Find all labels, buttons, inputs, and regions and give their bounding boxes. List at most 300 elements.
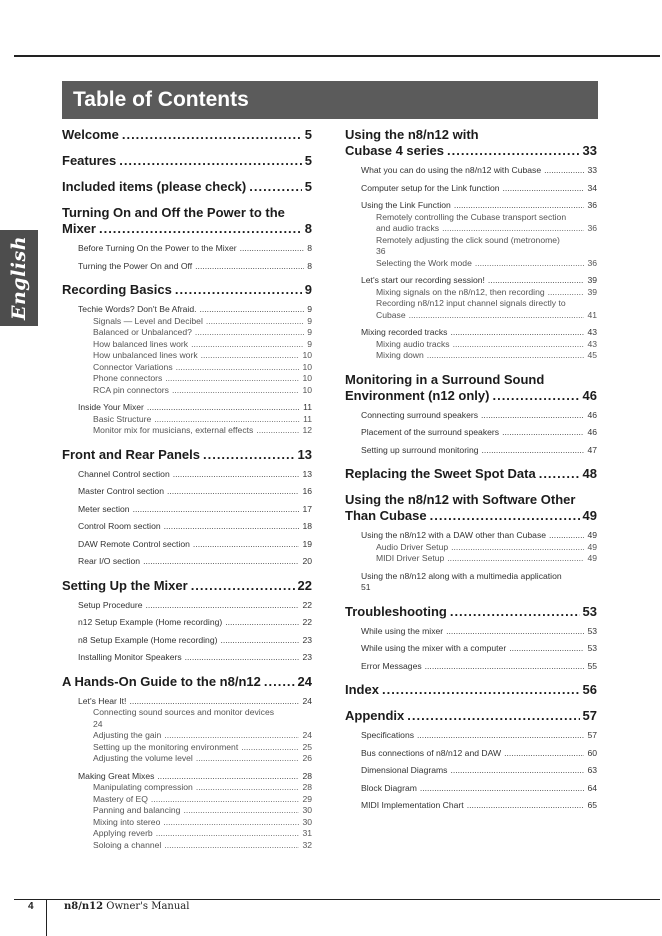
toc-page-number: 9 — [307, 338, 312, 349]
toc-entry-line — [62, 153, 312, 169]
toc-heading — [345, 604, 597, 620]
toc-leader-dots — [451, 542, 584, 554]
toc-entry-line — [78, 696, 312, 708]
toc-page-number: 13 — [297, 446, 312, 462]
toc-page-number: 22 — [297, 577, 312, 593]
toc-leader-dots — [163, 817, 299, 829]
toc-page-number: 49 — [587, 553, 597, 563]
toc-section — [345, 604, 597, 673]
toc-entry-text: Adjusting the volume level — [93, 753, 193, 763]
toc-leader-dots — [417, 730, 584, 742]
toc-leader-dots — [122, 127, 302, 143]
toc-leader-dots — [467, 800, 585, 812]
toc-page-number: 9 — [307, 304, 312, 314]
toc-page-number: 53 — [587, 625, 597, 636]
toc-subentry — [78, 539, 312, 551]
toc-entry-line — [345, 682, 597, 698]
toc-leader-dots — [167, 486, 299, 498]
toc-page-number: 10 — [302, 350, 312, 360]
toc-page-number: 33 — [582, 143, 597, 158]
toc-entry-line — [93, 362, 312, 374]
toc-entry-text: Master Control section — [78, 486, 164, 496]
toc-leader-dots — [143, 556, 299, 568]
toc-leader-dots — [195, 261, 304, 273]
toc-leader-dots — [193, 539, 300, 551]
toc-leader-dots — [133, 504, 300, 516]
toc-subentry — [361, 200, 597, 212]
toc-entry-text: Welcome — [62, 127, 119, 142]
toc-page-number: 29 — [302, 793, 312, 804]
toc-subentry — [361, 571, 597, 594]
toc-entry-line — [361, 800, 597, 812]
toc-entry-text: Balanced or Unbalanced? — [93, 327, 192, 337]
toc-leader-dots — [191, 339, 304, 351]
toc-entry-line — [78, 539, 312, 551]
toc-page-number: 34 — [587, 182, 597, 193]
toc-subentry — [361, 643, 597, 655]
toc-page-number: 53 — [582, 603, 597, 619]
toc-page-number: 26 — [302, 753, 312, 763]
toc-entry-text: Mixer — [62, 221, 96, 236]
toc-heading — [345, 492, 597, 524]
toc-page-number: 49 — [587, 530, 597, 540]
toc-leader-dots — [175, 282, 302, 298]
toc-page-number: 48 — [582, 466, 597, 481]
toc-entry-line — [93, 817, 312, 829]
toc-leader-dots — [173, 469, 300, 481]
toc-subentry — [78, 617, 312, 629]
toc-heading — [62, 153, 312, 169]
toc-leader-dots — [447, 553, 584, 565]
toc-entry-line — [93, 339, 312, 351]
toc-entry-text: While using the mixer — [361, 625, 444, 636]
toc-entry-line — [78, 243, 312, 255]
toc-leader-dots — [200, 304, 305, 316]
toc-entry-text: Setup Procedure — [78, 599, 143, 610]
toc-subsubentry — [93, 362, 312, 374]
toc-entry-text: Rear I/O section — [78, 556, 141, 566]
toc-entry-line — [62, 127, 312, 143]
toc-page-number: 60 — [587, 747, 597, 758]
toc-entry-line — [62, 447, 312, 463]
toc-entry-line — [78, 402, 312, 414]
toc-right-column — [345, 127, 597, 822]
toc-leader-dots — [240, 243, 305, 255]
toc-entry-line — [376, 310, 597, 322]
toc-entry-text: Soloing a channel — [93, 839, 162, 850]
toc-entry-text: Adjusting the gain — [93, 730, 162, 740]
top-rule — [14, 55, 660, 57]
toc-entry-line — [361, 275, 597, 287]
toc-page-number: 10 — [302, 384, 312, 395]
toc-page-number: 24 — [93, 718, 103, 729]
toc-entry-text: Front and Rear Panels — [62, 446, 200, 462]
toc-leader-dots — [129, 696, 299, 708]
toc-leader-dots — [264, 674, 295, 690]
toc-entry-line — [345, 604, 597, 620]
toc-entry-line — [361, 643, 597, 655]
toc-entry-text: Control Room section — [78, 521, 161, 531]
toc-entry-line — [62, 179, 312, 195]
toc-leader-dots — [164, 840, 299, 852]
toc-entry-line — [361, 165, 597, 177]
toc-entry-text: RCA pin connectors — [93, 384, 169, 395]
toc-subentry — [78, 652, 312, 664]
toc-section — [62, 447, 312, 568]
toc-entry-text: Audio Driver Setup — [376, 541, 449, 552]
toc-subsubentry — [93, 782, 312, 794]
toc-subsubentry — [93, 742, 312, 754]
toc-heading — [345, 682, 597, 698]
toc-page-number: 43 — [587, 338, 597, 349]
toc-entry-line — [376, 339, 597, 351]
toc-entry-line — [93, 840, 312, 852]
toc-entry-text: Setting up surround monitoring — [361, 444, 479, 455]
toc-heading-line: Turning On and Off the Power to the — [62, 205, 285, 220]
toc-page-number: 8 — [304, 221, 312, 236]
toc-entry-text: Specifications — [361, 730, 415, 740]
toc-entry-text: While using the mixer with a computer — [361, 643, 507, 653]
toc-entry-text: Included items (please check) — [62, 179, 247, 194]
toc-page-number: 5 — [304, 179, 312, 194]
toc-subentry — [78, 304, 312, 316]
toc-entry-text: Meter section — [78, 503, 130, 514]
toc-leader-dots — [450, 604, 580, 620]
footer-model: n8/n12 — [64, 901, 104, 912]
toc-entry-line — [93, 753, 312, 765]
toc-page-number: 9 — [307, 315, 312, 326]
toc-subentry — [78, 696, 312, 708]
toc-entry-text: Phone connectors — [93, 373, 163, 383]
toc-heading-line: Using the n8/n12 with Software Other — [345, 492, 576, 507]
toc-entry-text: Mixing down — [376, 350, 424, 360]
toc-subsubentry — [93, 414, 312, 426]
toc-page-number: 56 — [582, 682, 597, 697]
toc-entry-line — [78, 771, 312, 783]
toc-subsubentry — [93, 316, 312, 328]
toc-section — [62, 179, 312, 195]
toc-entry-text: Setting up the monitoring environment — [93, 741, 239, 752]
toc-entry-text: Remotely controlling the Cubase transport section — [376, 211, 567, 222]
toc-entry-text: Cubase 4 series — [345, 143, 445, 158]
toc-page-number: 33 — [587, 165, 597, 175]
toc-entry-line — [345, 388, 597, 404]
toc-entry-text: Setting Up the Mixer — [62, 577, 188, 593]
toc-subsubentry — [93, 350, 312, 362]
toc-entry-line — [361, 530, 597, 542]
toc-page-number: 45 — [587, 350, 597, 360]
toc-entry-line — [78, 556, 312, 568]
toc-page-number: 36 — [376, 246, 386, 256]
toc-page-number: 20 — [302, 556, 312, 566]
toc-page-number: 11 — [303, 413, 312, 424]
toc-page-number: 43 — [587, 327, 597, 337]
toc-subsubentry — [376, 310, 597, 322]
toc-entry-text: Basic Structure — [93, 413, 152, 424]
toc-entry-text: DAW Remote Control section — [78, 538, 190, 549]
toc-left-column — [62, 127, 312, 861]
toc-entry-line — [93, 742, 312, 754]
toc-page-number: 46 — [587, 427, 597, 437]
toc-subentry — [361, 748, 597, 760]
toc-subsubentry — [376, 542, 597, 554]
toc-section — [345, 708, 597, 812]
toc-section — [345, 372, 597, 457]
toc-entry-line — [93, 805, 312, 817]
toc-leader-dots — [407, 708, 579, 724]
toc-page-number: 22 — [302, 617, 312, 627]
toc-leader-dots — [425, 661, 585, 673]
toc-leader-dots — [450, 765, 584, 777]
toc-entry-line — [361, 200, 597, 212]
toc-page-number: 28 — [302, 770, 312, 781]
toc-page-number: 49 — [582, 508, 597, 523]
toc-page-number: 9 — [304, 282, 312, 297]
toc-leader-dots — [249, 179, 302, 195]
toc-entry-line — [361, 410, 597, 422]
toc-entry-text: How balanced lines work — [93, 338, 189, 349]
toc-page-number: 46 — [587, 409, 597, 420]
toc-subsubentry — [376, 350, 597, 362]
toc-subsubentry — [376, 223, 597, 235]
toc-subentry — [78, 635, 312, 647]
toc-subsubentry — [93, 327, 312, 339]
toc-leader-dots — [420, 783, 585, 795]
toc-leader-dots — [154, 414, 300, 426]
toc-entry-text: Recording n8/n12 input channel signals directly to — [376, 298, 566, 308]
toc-leader-dots — [220, 635, 299, 647]
toc-subentry — [78, 469, 312, 481]
toc-page-number: 23 — [302, 634, 312, 645]
toc-entry-line — [345, 708, 597, 724]
footer-rule — [14, 899, 660, 900]
toc-leader-dots — [450, 327, 584, 339]
toc-entry-line — [93, 730, 312, 742]
toc-page-number: 39 — [587, 275, 597, 285]
toc-section — [62, 674, 312, 852]
toc-subentry — [361, 661, 597, 673]
toc-entry-text: Error Messages — [361, 660, 422, 671]
toc-subentry — [361, 530, 597, 542]
toc-heading — [62, 674, 312, 690]
toc-subsubentry — [93, 339, 312, 351]
toc-page-number: 57 — [582, 708, 597, 723]
toc-entry-line — [93, 385, 312, 397]
toc-entry-line — [62, 674, 312, 690]
toc-subsubentry — [93, 385, 312, 397]
toc-subentry — [78, 521, 312, 533]
toc-page-number: 22 — [302, 599, 312, 610]
toc-subentry — [78, 486, 312, 498]
toc-entry-text: Placement of the surround speakers — [361, 427, 500, 437]
toc-page-number: 32 — [302, 839, 312, 850]
toc-subentry — [78, 771, 312, 783]
toc-leader-dots — [99, 221, 302, 237]
toc-page-number: 57 — [587, 730, 597, 740]
toc-section — [62, 282, 312, 437]
toc-entry-text: Features — [62, 153, 117, 168]
toc-subentry — [78, 504, 312, 516]
toc-leader-dots — [492, 388, 579, 404]
toc-entry-text: Mastery of EQ — [93, 793, 148, 804]
toc-entry-text: Selecting the Work mode — [376, 257, 472, 268]
toc-leader-dots — [548, 287, 585, 299]
toc-leader-dots — [157, 771, 299, 783]
toc-section — [345, 127, 597, 362]
toc-entry-text: Monitor mix for musicians, external effects — [93, 425, 254, 435]
toc-leader-dots — [119, 153, 302, 169]
toc-entry-line — [376, 542, 597, 554]
toc-entry-text: Using the n8/n12 along with a multimedia application — [361, 570, 562, 581]
toc-leader-dots — [430, 508, 580, 524]
toc-leader-dots — [164, 730, 299, 742]
toc-heading — [62, 447, 312, 463]
toc-subentry — [78, 261, 312, 273]
toc-page-number: 64 — [587, 782, 597, 793]
toc-entry-text: and audio tracks — [376, 223, 440, 233]
toc-heading — [345, 466, 597, 482]
toc-entry-text: Than Cubase — [345, 508, 427, 523]
toc-entry-text: Block Diagram — [361, 782, 417, 793]
toc-page-number: 39 — [587, 286, 597, 297]
toc-entry-line — [361, 783, 597, 795]
toc-entry-text: Connecting sound sources and monitor devices — [93, 707, 275, 717]
toc-leader-dots — [164, 521, 300, 533]
toc-leader-dots — [447, 143, 580, 159]
toc-entry-text: Computer setup for the Link function — [361, 182, 500, 193]
toc-entry-line — [376, 258, 597, 270]
toc-heading — [62, 127, 312, 143]
toc-heading — [62, 179, 312, 195]
toc-page-number: 23 — [302, 652, 312, 662]
toc-entry-text: Dimensional Diagrams — [361, 765, 448, 775]
toc-entry-text: MIDI Implementation Chart — [361, 800, 464, 810]
toc-subsubentry — [376, 235, 597, 258]
toc-subentry — [361, 183, 597, 195]
toc-leader-dots — [382, 682, 580, 698]
toc-subsubentry — [376, 258, 597, 270]
toc-entry-line — [361, 730, 597, 742]
toc-page-number: 19 — [302, 538, 312, 549]
toc-heading — [62, 205, 312, 237]
toc-entry-text: Mixing audio tracks — [376, 338, 450, 349]
toc-page-number: 25 — [302, 741, 312, 752]
toc-page-number: 5 — [304, 153, 312, 168]
toc-leader-dots — [503, 183, 585, 195]
toc-leader-dots — [241, 742, 299, 754]
toc-entry-line — [93, 316, 312, 328]
toc-heading — [345, 708, 597, 724]
toc-entry-text: Mixing into stereo — [93, 816, 161, 827]
toc-entry-text: Cubase — [376, 309, 406, 320]
toc-entry-line — [345, 143, 597, 159]
toc-entry-line — [361, 183, 597, 195]
toc-subentry — [361, 765, 597, 777]
toc-heading — [345, 127, 597, 159]
toc-section — [345, 682, 597, 698]
toc-subentry — [361, 427, 597, 439]
page-number: 4 — [28, 901, 34, 912]
toc-section — [62, 205, 312, 272]
toc-heading — [345, 372, 597, 404]
toc-subentry — [78, 402, 312, 414]
toc-page-number: 10 — [302, 373, 312, 383]
toc-entry-text: Manipulating compression — [93, 782, 193, 792]
toc-page-number: 24 — [297, 673, 312, 689]
toc-entry-text: How unbalanced lines work — [93, 350, 198, 360]
toc-subentry — [361, 410, 597, 422]
toc-entry-text: Applying reverb — [93, 828, 153, 838]
toc-entry-text: Troubleshooting — [345, 603, 447, 619]
toc-page-number: 12 — [302, 425, 312, 435]
toc-entry-line — [78, 617, 312, 629]
toc-entry-text: Channel Control section — [78, 468, 170, 479]
toc-entry-text: Using the Link Function — [361, 200, 451, 210]
toc-page-number: 9 — [307, 327, 312, 337]
toc-leader-dots — [453, 339, 585, 351]
toc-leader-dots — [502, 427, 584, 439]
toc-entry-line — [93, 373, 312, 385]
toc-leader-dots — [475, 258, 585, 270]
toc-leader-dots — [185, 652, 300, 664]
toc-subsubentry — [93, 425, 312, 437]
toc-page-number: 51 — [361, 582, 371, 592]
toc-subentry — [361, 327, 597, 339]
page-title: Table of Contents — [62, 81, 598, 119]
toc-leader-dots — [409, 310, 585, 322]
toc-entry-line — [93, 782, 312, 794]
toc-entry-text: What you can do using the n8/n12 with Cubase — [361, 165, 542, 175]
toc-subsubentry — [376, 298, 597, 310]
toc-leader-dots — [165, 373, 299, 385]
footer-divider — [46, 899, 47, 936]
toc-page-number: 28 — [302, 782, 312, 792]
toc-entry-line — [93, 414, 312, 426]
toc-leader-dots — [482, 445, 585, 457]
toc-leader-dots — [256, 425, 299, 437]
toc-leader-dots — [147, 402, 300, 414]
toc-subentry — [78, 600, 312, 612]
toc-page-number: 53 — [587, 643, 597, 653]
toc-subsubentry — [376, 212, 597, 224]
toc-page-number: 11 — [303, 402, 312, 412]
toc-leader-dots — [488, 275, 585, 287]
toc-subentry — [361, 626, 597, 638]
toc-entry-line — [93, 350, 312, 362]
toc-entry-line — [78, 304, 312, 316]
toc-entry-line — [78, 261, 312, 273]
toc-entry-line — [361, 765, 597, 777]
toc-subentry — [78, 556, 312, 568]
toc-entry-text: Installing Monitor Speakers — [78, 652, 182, 662]
toc-heading-line: Using the n8/n12 with — [345, 127, 479, 142]
toc-entry-text: Appendix — [345, 708, 405, 723]
toc-entry-line — [78, 600, 312, 612]
toc-leader-dots — [225, 617, 299, 629]
toc-entry-text: A Hands-On Guide to the n8/n12 — [62, 673, 261, 689]
toc-entry-text: Mixing signals on the n8/n12, then recording — [376, 286, 545, 297]
toc-entry-text: MIDI Driver Setup — [376, 553, 445, 563]
toc-entry-text: Inside Your Mixer — [78, 402, 144, 412]
toc-page-number: 46 — [582, 387, 597, 403]
language-tab — [0, 230, 38, 326]
toc-entry-text: Bus connections of n8/n12 and DAW — [361, 747, 502, 758]
toc-subentry — [361, 800, 597, 812]
footer-title — [64, 901, 189, 912]
toc-leader-dots — [539, 466, 580, 482]
toc-entry-line — [361, 626, 597, 638]
toc-entry-text: Environment (n12 only) — [345, 387, 490, 403]
